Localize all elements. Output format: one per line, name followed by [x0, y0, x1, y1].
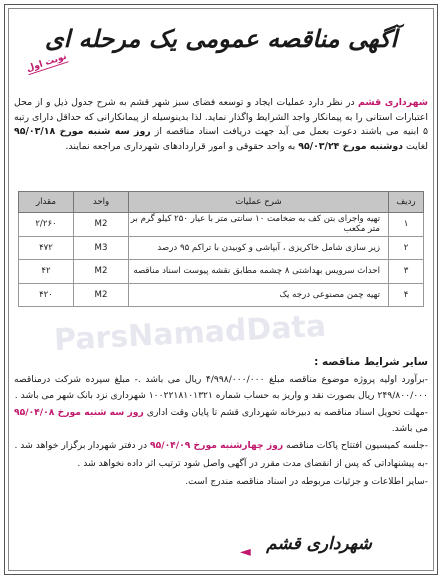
end-date: دوشنبه مورخ ۹۵/۰۳/۲۴ [298, 140, 403, 152]
table-row [19, 283, 424, 307]
table-row [19, 213, 424, 237]
first-notice-stamp: نوبت اول [25, 51, 68, 75]
condition-estimate: -برآورد اولیه پروژه موضوع مناقصه مبلغ ۴/۹۹۸/۰۰۰/۰۰۰ ریال می باشد .- مبلغ سپرده شرکت درمناقصه ۲۴۹/۸۰۰/۰۰۰ ریال بصورت نقد و واریز به حساب شماره ۱۰۰۲۲۱۸۱۰۱۳۲۱ شهرداری نزد بانک شهر می باشد . [14, 374, 428, 401]
cell-quantity: ۴۲۰ [19, 283, 74, 307]
org-name: شهرداری قشم [358, 97, 428, 108]
signature: شهرداری قشم [266, 534, 372, 554]
intro-text-3: به واحد حقوقی و امور قراردادهای شهرداری مراجعه نمایند. [65, 140, 299, 152]
conditions-list [14, 372, 428, 491]
conditions-title: سایر شرایط مناقصه : [314, 356, 428, 368]
table-header-row [19, 192, 424, 213]
intro-text-2: لغایت [402, 140, 428, 152]
col-header-quantity: مقدار [19, 192, 74, 213]
cell-row-number: ۴ [389, 283, 424, 307]
intro-text-1: در نظر دارد عملیات ایجاد و توسعه فضای سبز شهر قشم به شرح جدول ذیل و از محل اعتبارات استانی را به پیمانکار واجد الشرایط واگذار نماید. لذا بدینوسیله از پیمانکارانی که حداقل دارای رتبه ۵ ابنیه می باشند دعوت بعمل می آید جهت دریافت اسناد مناقصه از [14, 97, 428, 138]
cell-unit: M2 [74, 213, 129, 237]
cell-description: احداث سرویس بهداشتی ۸ چشمه مطابق نقشه پیوست اسناد مناقصه [129, 260, 389, 284]
cell-row-number: ۲ [389, 236, 424, 260]
intro-paragraph [14, 96, 428, 154]
start-date: روز سه شنبه مورخ ۹۵/۰۳/۱۸ [14, 126, 151, 138]
notice-title: آگهی مناقصه عمومی یک مرحله ای [44, 24, 398, 53]
watermark: ParsNamadData [53, 308, 327, 359]
cell-quantity: ۴۲ [19, 260, 74, 284]
cell-unit: M3 [74, 236, 129, 260]
condition-deadline-tail: می باشد. [391, 422, 428, 434]
cell-row-number: ۱ [389, 213, 424, 237]
cell-unit: M2 [74, 260, 129, 284]
condition-late-bids: -به پیشنهاداتی که پس از انقضای مدت مقرر در آگهی واصل شود ترتیب اثر داده نخواهد شد . [77, 457, 428, 469]
col-header-description: شرح عملیات [129, 192, 389, 213]
condition-more-info: -سایر اطلاعات و جزئیات مربوطه در اسناد مناقصه مندرج است. [185, 475, 428, 487]
cell-quantity: ۴۷۲ [19, 236, 74, 260]
cell-quantity: ۲/۲۶۰ [19, 213, 74, 237]
cell-description: تهیه واجرای بتن کف به ضخامت ۱۰ سانتی متر با عیار ۲۵۰ کیلو گرم بر متر مکعب [129, 213, 389, 237]
pointer-arrow-icon: ◄ [240, 544, 251, 560]
col-header-unit: واحد [74, 192, 129, 213]
operations-table [18, 191, 424, 307]
cell-description: زیر سازی شامل خاکریزی ، آبپاشی و کوبیدن با تراکم ۹۵ درصد [129, 236, 389, 260]
table-row [19, 236, 424, 260]
condition-deadline-date: روز سه شنبه مورخ ۹۵/۰۴/۰۸ [14, 407, 144, 419]
condition-opening-tail: در دفتر شهردار برگزار خواهد شد . [14, 440, 150, 452]
condition-opening-date: روز چهارشنبه مورخ ۹۵/۰۴/۰۹ [150, 440, 284, 452]
condition-opening-text: -جلسه کمیسیون افتتاح پاکات مناقصه [283, 440, 428, 452]
col-header-row-number: ردیف [389, 192, 424, 213]
table-row [19, 260, 424, 284]
cell-row-number: ۳ [389, 260, 424, 284]
cell-unit: M2 [74, 283, 129, 307]
condition-deadline-text: -مهلت تحویل اسناد مناقصه به دبیرخانه شهرداری قشم تا پایان وقت اداری [143, 407, 428, 419]
cell-description: تهیه چمن مصنوعی درجه یک [129, 283, 389, 307]
condition-opening [14, 438, 428, 454]
condition-deadline [14, 405, 428, 436]
